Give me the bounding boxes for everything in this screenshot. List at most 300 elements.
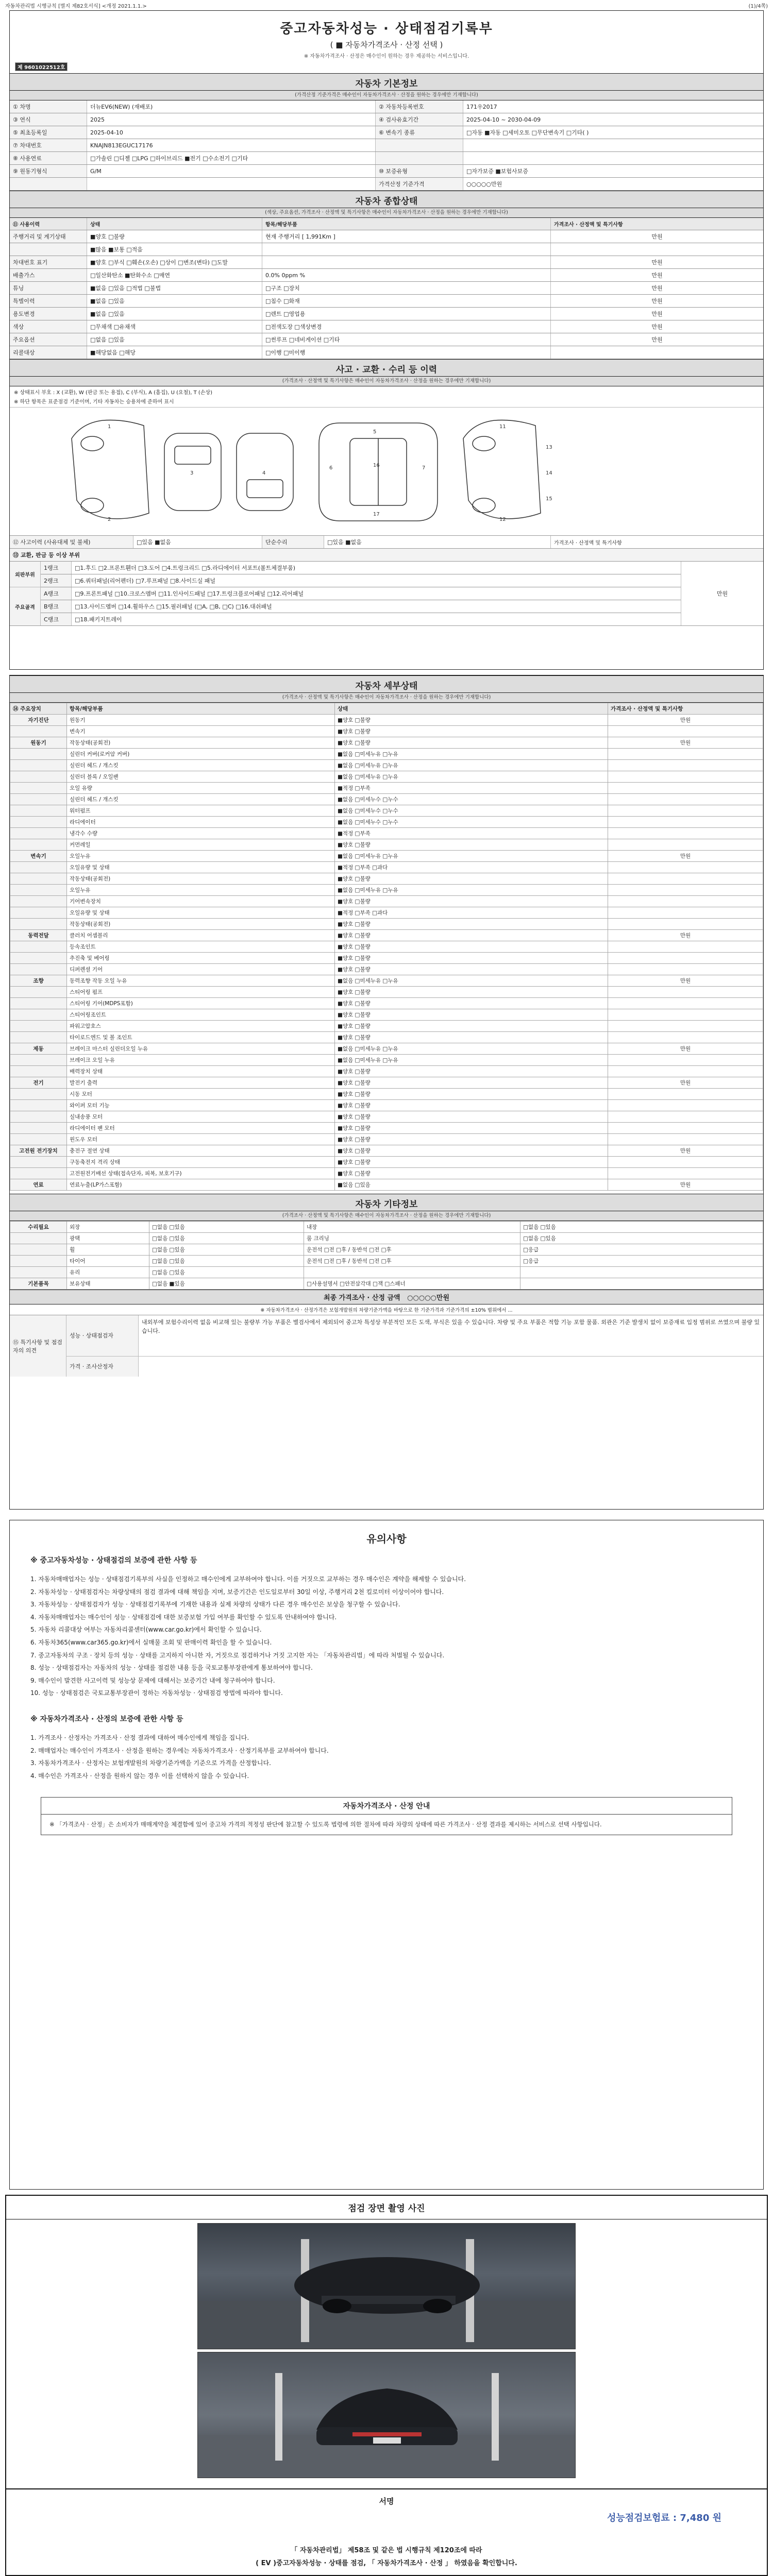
detail-row (10, 1021, 763, 1032)
detail-row (10, 828, 763, 839)
detail-state: ■적정 □부족 □과다 (335, 907, 608, 919)
other-category (10, 1256, 67, 1267)
inspection-photo-1 (197, 2223, 576, 2349)
basic-info-row (10, 178, 763, 191)
detail-state: ■양호 □불량 (335, 1168, 608, 1179)
car-on-lift-photo-2 (198, 2352, 576, 2478)
basic-info-row (10, 152, 763, 165)
parts-title-row (10, 549, 763, 562)
summary-key: 특별이력 (10, 295, 87, 307)
detail-table (10, 703, 763, 1191)
detail-state: ■양호 □불량 (335, 896, 608, 907)
detail-part: 윈도우 모터 (67, 1134, 335, 1145)
pricing-guide-text: ※ 「가격조사 · 산정」은 소비자가 매매계약을 체결함에 있어 중고차 가격의 적정성 판단에 참고할 수 있도록 법령에 의한 절차에 따라 차량의 상태에 따른 가격조사 · 산정 결과를 제시하는 서비스로 선택 사항입니다. (49, 1821, 602, 1828)
detail-row (10, 1089, 763, 1100)
special-remarks (10, 1315, 763, 1377)
other-row (10, 1222, 763, 1233)
detail-row (10, 1157, 763, 1168)
detail-price (608, 862, 763, 873)
detail-part: 라디에이터 팬 모터 (67, 1123, 335, 1134)
detail-part: 작동상태(공회전) (67, 873, 335, 885)
rankB-items: □13.사이드멤버 □14.휠하우스 □15.필러패널 (□A, □B, □C) □16.대쉬패널 (75, 603, 272, 610)
detail-state: ■적정 □부족 (335, 828, 608, 839)
detail-category (10, 771, 67, 783)
basic-info-row (10, 165, 763, 178)
rank1-label: 1랭크 (41, 562, 72, 574)
accident-history-row (10, 536, 763, 549)
other-item-b: 운전석 □전 □후 / 동반석 □전 □후 (304, 1244, 520, 1256)
detail-part: 연료누출(LP가스포함) (67, 1179, 335, 1191)
detail-price (608, 783, 763, 794)
detail-state: ■적정 □부족 (335, 783, 608, 794)
detail-part: 고전원전기배선 상태(접속단자, 피복, 보호기구) (67, 1168, 335, 1179)
summary-key (10, 243, 87, 256)
detail-head-price: 가격조사 · 산정액 및 특기사항 (608, 703, 763, 715)
detail-category (10, 839, 67, 851)
parts-table (10, 562, 763, 626)
detail-row (10, 953, 763, 964)
summary-price: 만원 (651, 311, 663, 317)
detail-row (10, 851, 763, 862)
basic-value-b (463, 152, 763, 164)
notice-item: 7. 중고자동차의 구조 · 장치 등의 성능 · 상태를 고지하지 아니한 자, 거짓으로 점검하거나 거짓 고지한 자는 「자동차관리법」에 따라 처벌될 수 있습니다. (30, 1651, 445, 1659)
accident-history-value: □있음 ■없음 (133, 536, 262, 548)
detail-row (10, 941, 763, 953)
other-value-b: □없음 □있음 (520, 1222, 763, 1233)
detail-category (10, 1100, 67, 1111)
notice-item: 3. 자동차가격조사 · 산정자는 보험개발원의 차량기준가액을 기준으로 가격을 산정합니다. (30, 1759, 271, 1767)
detail-row (10, 794, 763, 805)
detail-state: ■양호 □불량 (335, 1021, 608, 1032)
detail-state: ■양호 □불량 (335, 987, 608, 998)
detail-price (608, 1089, 763, 1100)
detail-row (10, 805, 763, 817)
document-subtitle: ( ■ 자동차가격조사 · 산정 선택 ) (330, 40, 443, 49)
summary-key: 튜닝 (10, 282, 87, 294)
basic-label-b (376, 139, 463, 151)
notice-heading-1: ※ 중고자동차성능 · 상태점검의 보증에 관한 사항 등 (30, 1556, 197, 1565)
detail-state: ■없음 □미세누유 □누유 (335, 885, 608, 896)
detail-price (608, 885, 763, 896)
other-item-a: 유리 (67, 1267, 149, 1278)
special-label: ⑮ 특기사항 및 점검자의 의견 (10, 1315, 66, 1377)
detail-category (10, 1123, 67, 1134)
other-item-a: 타이어 (67, 1256, 149, 1267)
accident-note: (가격조사 · 산정액 및 특기사항은 매수인이 자동차가격조사 · 산정을 원하는 경우에만 기재합니다) (10, 377, 763, 386)
detail-row (10, 1043, 763, 1055)
other-row (10, 1233, 763, 1244)
detail-price (608, 828, 763, 839)
summary-price: 만원 (651, 285, 663, 292)
detail-row (10, 1100, 763, 1111)
other-header: 자동차 기타정보 (10, 1194, 763, 1211)
basic-label-b: ④ 검사유효기간 (376, 113, 463, 126)
svg-text:16: 16 (373, 463, 380, 468)
detail-price (608, 1100, 763, 1111)
signature-title: 서명 (379, 2497, 394, 2506)
other-value-b: □없음 □있음 (520, 1233, 763, 1244)
svg-text:4: 4 (262, 470, 266, 476)
summary-price: 만원 (651, 324, 663, 330)
detail-category (10, 873, 67, 885)
detail-category: 연료 (10, 1179, 67, 1191)
summary-detail: □구조 □장치 (262, 282, 551, 294)
basic-info-row (10, 113, 763, 126)
inspection-photo-2 (197, 2352, 576, 2478)
detail-state: ■양호 □불량 (335, 1100, 608, 1111)
basic-label-b: 가격산정 기준가격 (376, 178, 463, 190)
detail-category (10, 919, 67, 930)
simple-repair-label: 단순수리 (262, 536, 324, 548)
basic-value-b: □자가보증 ■보험사보증 (466, 168, 528, 175)
summary-row (10, 295, 763, 308)
other-value-b (520, 1267, 763, 1278)
parts-price: 만원 (681, 562, 763, 625)
other-value-a: □없음 □있음 (149, 1244, 304, 1256)
detail-part: 오일누유 (67, 851, 335, 862)
detail-row (10, 919, 763, 930)
final-price-value: ○○○○○만원 (407, 1294, 450, 1302)
basic-value-a: 2025-04-10 (87, 126, 376, 139)
detail-state: ■없음 □미세누유 □누유 (335, 749, 608, 760)
summary-key: 용도변경 (10, 308, 87, 320)
detail-row (10, 783, 763, 794)
detail-state: ■양호 □불량 (335, 873, 608, 885)
simple-repair-value: □있음 ■없음 (324, 536, 551, 548)
detail-part: 변속기 (67, 726, 335, 737)
detail-note: (가격조사 · 산정액 및 특기사항은 매수인이 자동차가격조사 · 산정을 원하는 경우에만 기재합니다) (10, 693, 763, 703)
detail-row (10, 839, 763, 851)
other-category: 수리필요 (10, 1222, 67, 1233)
rank2-label: 2랭크 (41, 574, 72, 587)
detail-part: 스티어링 기어(MDPS포함) (67, 998, 335, 1009)
summary-head-usage: ⑪ 사용이력 (10, 218, 87, 230)
rank2-items: □6.쿼터패널(리어펜더) □7.루프패널 □8.사이드실 패널 (75, 578, 216, 584)
summary-table (10, 230, 763, 359)
basic-info-row (10, 100, 763, 113)
detail-row (10, 998, 763, 1009)
rankB-label: B랭크 (41, 600, 72, 613)
accident-price-header: 가격조사 · 산정액 및 특기사항 (554, 540, 622, 546)
basic-label-a: ⑨ 원동기형식 (10, 165, 87, 177)
svg-text:17: 17 (373, 512, 380, 517)
detail-price (608, 987, 763, 998)
summary-head-price: 가격조사 · 산정액 및 특기사항 (554, 222, 623, 228)
other-item-a: 보유상태 (67, 1278, 149, 1290)
other-note: (가격조사 · 산정액 및 특기사항은 매수인이 자동차가격조사 · 산정을 원하는 경우에만 기재합니다) (10, 1211, 763, 1221)
basic-value-a: KNAJN813EGUC17176 (87, 139, 376, 151)
detail-state: ■양호 □불량 (335, 1145, 608, 1157)
detail-category (10, 964, 67, 975)
detail-part: 클러치 어셈블리 (67, 930, 335, 941)
summary-state: ■양호 □부식 □훼손(오손) □상이 □변조(변타) □도말 (87, 256, 262, 268)
detail-category (10, 896, 67, 907)
pricing-guide-box (41, 1797, 732, 1835)
detail-part: 작동상태(공회전) (67, 919, 335, 930)
basic-value-a: 더뉴EV6(NEW) (재배포) (87, 100, 376, 113)
basic-value-a: G/M (87, 165, 376, 177)
summary-state: ■많음 ■보통 □적음 (87, 243, 262, 256)
summary-key: 배출가스 (10, 269, 87, 281)
detail-part: 배력장치 상태 (67, 1066, 335, 1077)
svg-text:1: 1 (108, 424, 111, 430)
rankC-label: C랭크 (41, 613, 72, 625)
other-row (10, 1244, 763, 1256)
detail-row (10, 1168, 763, 1179)
notice-heading-2: ※ 자동차가격조사 · 산정의 보증에 관한 사항 등 (30, 1715, 183, 1723)
detail-category (10, 1089, 67, 1100)
notice-item: 6. 자동차365(www.car365.go.kr)에서 실매물 조회 및 판매이력 확인을 할 수 있습니다. (30, 1638, 272, 1646)
svg-text:5: 5 (373, 429, 377, 435)
detail-price: 만원 (608, 1145, 763, 1157)
pricing-guide-title: 자동차가격조사 · 산정 안내 (41, 1798, 732, 1815)
document-note: ※ 자동차가격조사 · 산정은 매수인이 원하는 경우 제공하는 서비스입니다. (304, 54, 469, 59)
detail-state: ■없음 □미세누수 □누수 (335, 794, 608, 805)
detail-row (10, 1179, 763, 1191)
basic-info-note: (가격산정 기준가격은 매수인이 자동차가격조사 · 산정을 원하는 경우에만 기재합니다) (10, 91, 763, 100)
other-item-a: 광택 (67, 1233, 149, 1244)
detail-row (10, 1123, 763, 1134)
fee-label: 성능점검보험료 : (607, 2513, 677, 2523)
basic-info-row (10, 139, 763, 152)
detail-price (608, 726, 763, 737)
signature-area (5, 2488, 768, 2576)
detail-category (10, 1111, 67, 1123)
outer-panel-label: 외판부위 (10, 562, 40, 587)
rankA-label: A랭크 (41, 587, 72, 600)
special-pricer-label: 가격 · 조사산정자 (66, 1357, 139, 1377)
car-on-lift-photo-1 (198, 2224, 576, 2349)
detail-category (10, 828, 67, 839)
detail-part: 냉각수 수량 (67, 828, 335, 839)
other-value-a: □없음 □있음 (149, 1256, 304, 1267)
detail-part: 등속조인트 (67, 941, 335, 953)
detail-price (608, 805, 763, 817)
summary-key: 주요옵션 (10, 333, 87, 346)
detail-price (608, 839, 763, 851)
detail-row (10, 737, 763, 749)
detail-header: 자동차 세부상태 (10, 675, 763, 693)
other-item-a: 휠 (67, 1244, 149, 1256)
notice-title: 유의사항 (366, 1533, 407, 1545)
detail-category (10, 941, 67, 953)
parts-title: ⑬ 교환, 판금 등 이상 부위 (13, 552, 80, 558)
svg-text:11: 11 (499, 424, 506, 430)
detail-category: 전기 (10, 1077, 67, 1089)
svg-text:6: 6 (329, 465, 333, 471)
other-item-b: 내장 (304, 1222, 520, 1233)
detail-state: ■양호 □불량 (335, 998, 608, 1009)
svg-text:15: 15 (546, 496, 552, 502)
detail-part: 발전기 출력 (67, 1077, 335, 1089)
detail-row (10, 817, 763, 828)
basic-value-b: 2025-04-10 ~ 2030-04-09 (466, 116, 541, 123)
detail-state: ■양호 □불량 (335, 715, 608, 726)
detail-row (10, 1077, 763, 1089)
detail-state: ■양호 □불량 (335, 839, 608, 851)
notice-item: 2. 자동차성능 · 상태점검자는 차량상태의 점검 결과에 대해 책임을 지며, 보증기간은 인도일로부터 30일 이상, 주행거리 2천 킬로미터 이상이어야 합니다. (30, 1588, 444, 1596)
notice-item: 8. 성능 · 상태점검자는 자동차의 성능 · 상태를 점검한 내용 등을 국토교통부장관에게 통보하여야 합니다. (30, 1664, 313, 1672)
other-item-b (304, 1267, 520, 1278)
other-value-b: □응급 (520, 1256, 763, 1267)
detail-state: ■양호 □불량 (335, 1157, 608, 1168)
detail-part: 커먼레일 (67, 839, 335, 851)
other-category: 기본품목 (10, 1278, 67, 1290)
notice-item: 3. 자동차성능 · 상태점검자가 성능 · 상태점검기록부에 기재한 내용과 실제 차량의 상태가 다른 경우 매수인은 보상을 청구할 수 있습니다. (30, 1601, 400, 1608)
summary-row (10, 308, 763, 320)
detail-part: 와이퍼 모터 기능 (67, 1100, 335, 1111)
detail-part: 오일누유 (67, 885, 335, 896)
other-value-b: □응급 (520, 1244, 763, 1256)
notice-item: 1. 가격조사 · 산정자는 가격조사 · 산정 결과에 대하여 매수인에게 책임을 집니다. (30, 1734, 249, 1741)
detail-price: 만원 (608, 851, 763, 862)
summary-price: 만원 (651, 233, 663, 240)
basic-label-a: ⑧ 사용연료 (10, 152, 87, 164)
summary-state: ■양호 □불량 (87, 230, 262, 243)
detail-state: ■양호 □불량 (335, 930, 608, 941)
summary-detail (262, 243, 551, 256)
detail-state: ■양호 □불량 (335, 1089, 608, 1100)
detail-price (608, 1009, 763, 1021)
detail-row (10, 1134, 763, 1145)
detail-category (10, 1066, 67, 1077)
detail-head-state: 상태 (335, 703, 608, 715)
basic-value-b: ○○○○○만원 (466, 181, 502, 188)
detail-row (10, 726, 763, 737)
detail-part: 스티어링조인트 (67, 1009, 335, 1021)
basic-value-a (87, 178, 376, 190)
detail-price (608, 1055, 763, 1066)
special-inspector-label: 성능 · 상태점검자 (66, 1315, 139, 1356)
detail-price (608, 817, 763, 828)
detail-state: ■양호 □불량 (335, 1134, 608, 1145)
detail-state: ■양호 □불량 (335, 953, 608, 964)
detail-category: 원동기 (10, 737, 67, 749)
detail-row (10, 873, 763, 885)
detail-row (10, 907, 763, 919)
detail-part: 파워고압호스 (67, 1021, 335, 1032)
summary-head-parts: 항목/해당부품 (262, 218, 551, 230)
rankA-items: □9.프론트패널 □10.크로스멤버 □11.인사이드패널 □17.트렁크플로어패널 □12.리어패널 (75, 590, 304, 597)
basic-label-b: ⑥ 변속기 종류 (376, 126, 463, 139)
page-2 (9, 675, 764, 1510)
detail-state: ■양호 □불량 (335, 1077, 608, 1089)
basic-label-b: ⑩ 보증유형 (376, 165, 463, 177)
top-bar (0, 0, 773, 9)
detail-part: 오일유량 및 상태 (67, 907, 335, 919)
rank1-items: □1.후드 □2.프론트휀더 □3.도어 □4.트렁크리드 □5.라디에이터 서포트(볼트체결부품) (75, 565, 296, 571)
detail-price: 만원 (608, 1179, 763, 1191)
other-row (10, 1278, 763, 1290)
detail-category: 자기진단 (10, 715, 67, 726)
other-category (10, 1233, 67, 1244)
summary-detail: □침수 □화재 (262, 295, 551, 307)
detail-price (608, 873, 763, 885)
detail-row (10, 715, 763, 726)
summary-detail (262, 256, 551, 268)
detail-category (10, 760, 67, 771)
other-value-a: □없음 ■있음 (149, 1278, 304, 1290)
detail-row (10, 930, 763, 941)
summary-row (10, 282, 763, 295)
rankC-items: □18.패키지트레이 (75, 616, 122, 623)
detail-price: 만원 (608, 975, 763, 987)
detail-part: 실내송풍 모터 (67, 1111, 335, 1123)
svg-text:2: 2 (108, 517, 111, 522)
detail-category: 고전원 전기장치 (10, 1145, 67, 1157)
detail-category (10, 805, 67, 817)
summary-head-state: 상태 (87, 218, 262, 230)
detail-price (608, 1111, 763, 1123)
detail-category (10, 783, 67, 794)
detail-head-parts: 항목/해당부품 (67, 703, 335, 715)
summary-row (10, 333, 763, 346)
detail-category (10, 907, 67, 919)
detail-price (608, 1032, 763, 1043)
detail-state: ■양호 □불량 (335, 1009, 608, 1021)
detail-row (10, 964, 763, 975)
summary-state: ■없음 □있음 (87, 308, 262, 320)
summary-price (551, 243, 763, 256)
detail-row (10, 1111, 763, 1123)
detail-row (10, 1145, 763, 1157)
detail-part: 실린더 헤드 / 개스킷 (67, 760, 335, 771)
detail-state: ■적정 □부족 □과다 (335, 862, 608, 873)
other-category (10, 1244, 67, 1256)
summary-price (551, 346, 763, 359)
insurance-fee (5, 2511, 768, 2524)
summary-detail: 0.0% 0ppm % (262, 269, 551, 281)
svg-text:7: 7 (422, 465, 426, 471)
summary-column-headers (10, 218, 763, 230)
detail-part: 실린더 헤드 / 개스킷 (67, 794, 335, 805)
other-row (10, 1256, 763, 1267)
notice-item: 9. 매수인이 발견한 사고이력 및 성능상 문제에 대해서는 보증기간 내에 청구하여야 합니다. (30, 1676, 275, 1684)
page-3 (9, 1520, 764, 2190)
detail-part: 실린더 블록 / 오일팬 (67, 771, 335, 783)
detail-row (10, 896, 763, 907)
summary-price: 만원 (651, 336, 663, 343)
detail-part: 오일유량 및 상태 (67, 862, 335, 873)
detail-price (608, 919, 763, 930)
detail-price: 만원 (608, 1043, 763, 1055)
detail-state: ■없음 □있음 (335, 1179, 608, 1191)
notice-list-2 (10, 1727, 763, 1787)
detail-state: ■양호 □불량 (335, 726, 608, 737)
detail-price (608, 1021, 763, 1032)
detail-state: ■양호 □불량 (335, 941, 608, 953)
detail-price (608, 953, 763, 964)
summary-key: 색상 (10, 320, 87, 333)
summary-detail: 현재 주행거리 [ 1,991Km ] (262, 230, 551, 243)
basic-value-a: □가솔린 □디젤 □LPG □하이브리드 ■전기 □수소전기 □기타 (87, 152, 376, 164)
detail-category (10, 749, 67, 760)
summary-row (10, 346, 763, 359)
fee-value: 7,480 원 (680, 2513, 721, 2523)
detail-state: ■양호 □불량 (335, 1066, 608, 1077)
photo-title: 점검 장면 촬영 사진 (6, 2196, 767, 2219)
detail-price (608, 1168, 763, 1179)
svg-text:12: 12 (499, 517, 506, 522)
detail-price (608, 1157, 763, 1168)
summary-key: 주행거리 및 계기상태 (10, 230, 87, 243)
detail-category (10, 1021, 67, 1032)
detail-row (10, 885, 763, 896)
detail-category (10, 1032, 67, 1043)
detail-row (10, 1009, 763, 1021)
detail-category (10, 726, 67, 737)
notice-item: 4. 매수인은 가격조사 · 산정을 원하지 않는 경우 이를 선택하지 않을 수 있습니다. (30, 1772, 249, 1780)
